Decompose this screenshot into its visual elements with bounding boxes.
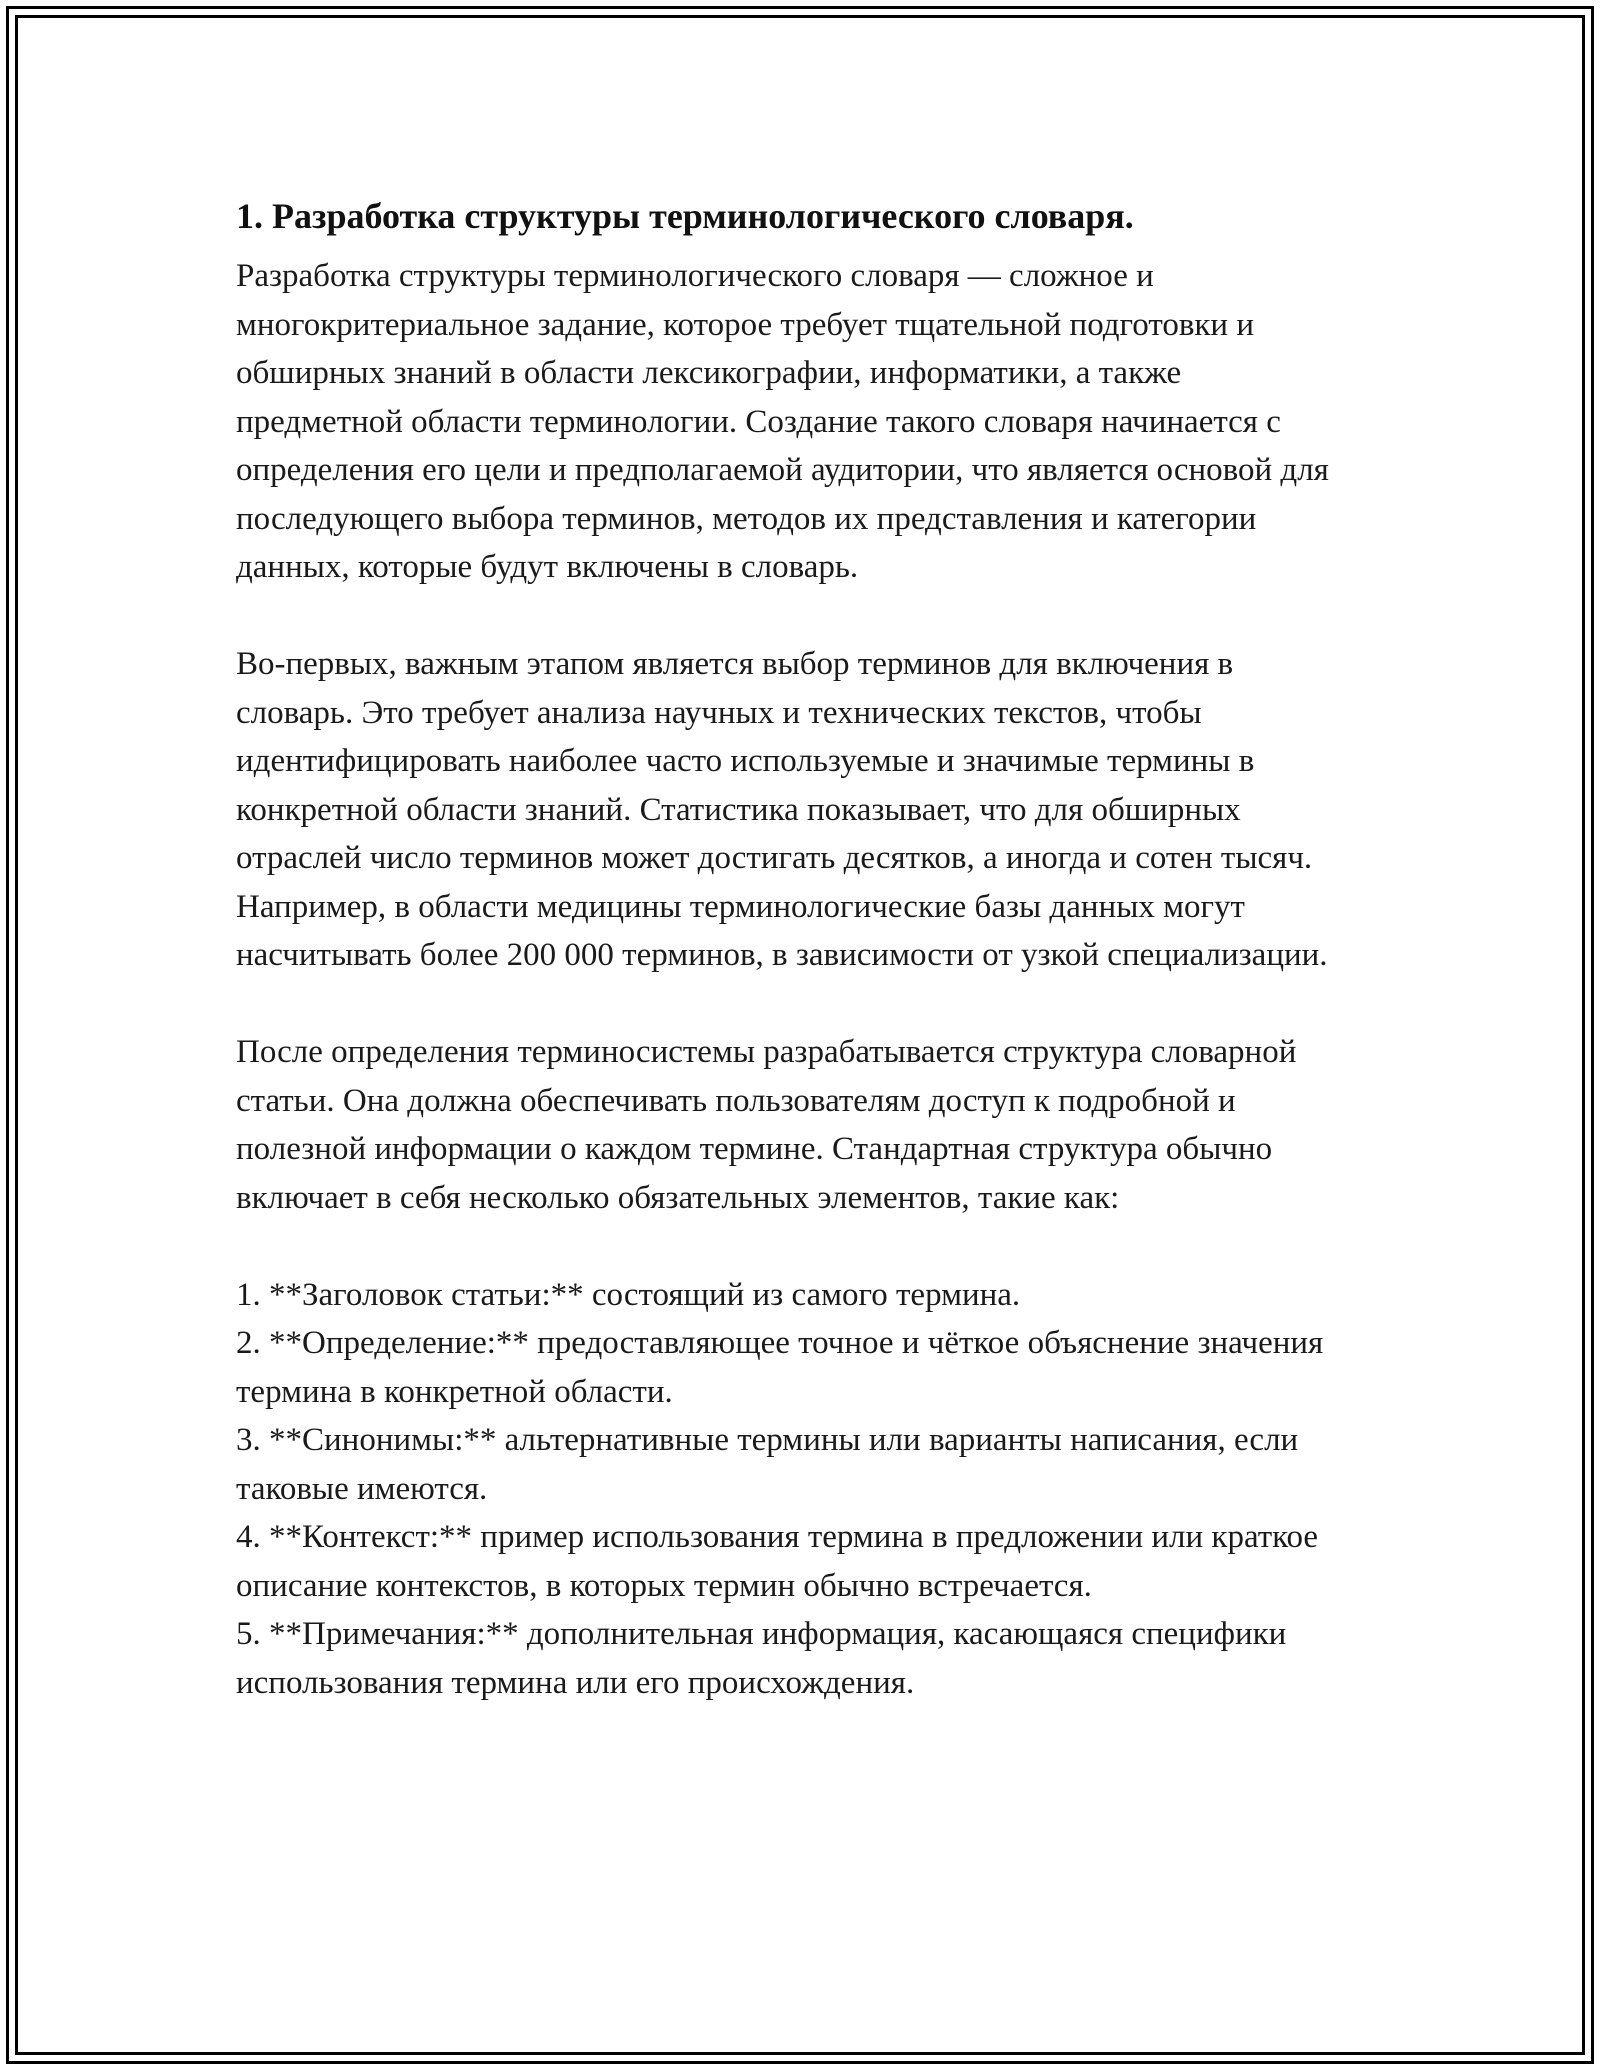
document-body (236, 188, 1356, 1707)
list-item: 4. **Контекст:** пример использования термина в предложении или краткое описание контекстов, в которых термин обычно встречается. (236, 1519, 1319, 1604)
paragraph-entry-structure: После определения терминосистемы разрабатывается структура словарной статьи. Она должна обеспечивать пользователям доступ к подробной и полезной информации о каждом термине. Стандартная структура обычно включает в себя несколько обязательных элементов, такие как: (236, 1034, 1297, 1216)
section-heading: 1. Разработка структуры терминологического словаря. (236, 196, 1134, 236)
list-item: 2. **Определение:** предоставляющее точное и чёткое объяснение значения термина в конкретной области. (236, 1325, 1324, 1410)
list-item: 5. **Примечания:** дополнительная информация, касающаяся специфики использования термина или его происхождения. (236, 1616, 1287, 1701)
entry-elements-list (236, 1271, 1356, 1708)
paragraph-term-selection: Во-первых, важным этапом является выбор терминов для включения в словарь. Это требует анализа научных и технических текстов, чтобы идентифицировать наиболее часто используемые и значимые термины в конкретной области знаний. Статистика показывает, что для обширных отраслей число терминов может достигать десятков, а иногда и сотен тысяч. Например, в области медицины терминологические базы данных могут насчитывать более 200 000 терминов, в зависимости от узкой специализации. (236, 646, 1328, 973)
list-item: 1. **Заголовок статьи:** состоящий из самого термина. (236, 1276, 1021, 1313)
list-item: 3. **Синонимы:** альтернативные термины или варианты написания, если таковые имеются. (236, 1422, 1299, 1507)
paragraph-intro: Разработка структуры терминологического словаря — сложное и многокритериальное задание, которое требует тщательной подготовки и обширных знаний в области лексикографии, информатики, а также предметной области терминологии. Создание такого словаря начинается с определения его цели и предполагаемой аудитории, что является основой для последующего выбора терминов, методов их представления и категории данных, которые будут включены в словарь. (236, 258, 1329, 585)
